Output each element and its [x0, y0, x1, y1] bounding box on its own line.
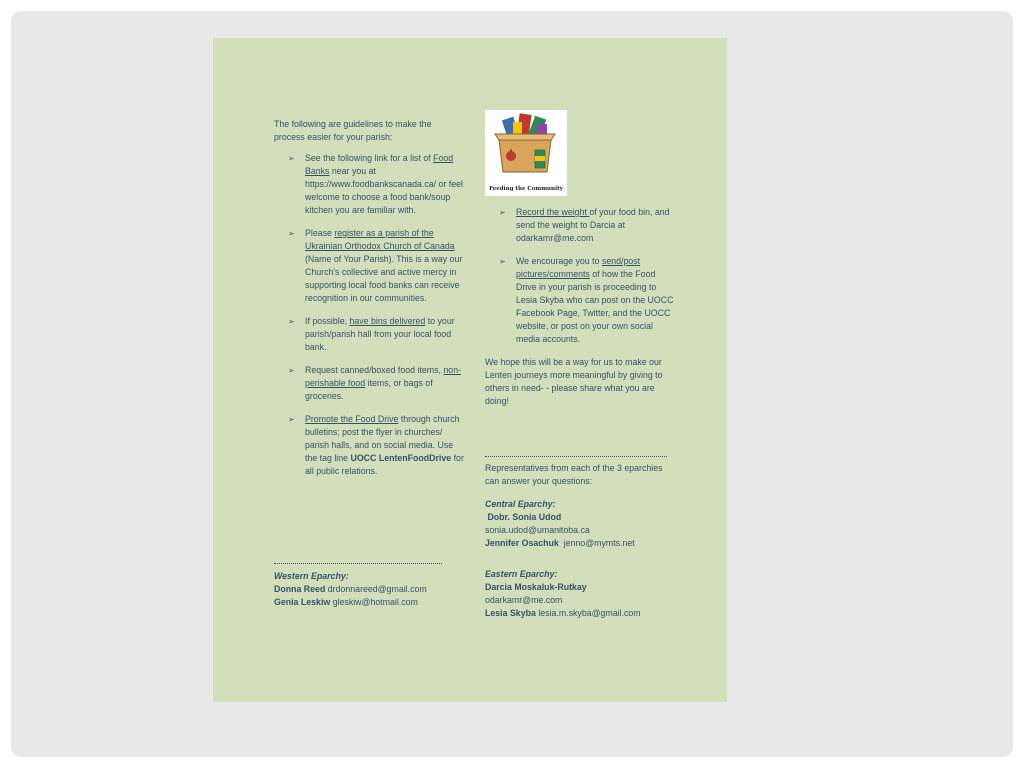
contact-line — [485, 524, 675, 537]
contact-email[interactable]: drdonnareed@gmail.com — [327, 584, 427, 594]
list-item — [274, 413, 464, 478]
right-divider — [485, 456, 667, 457]
arrow-bullet-icon: ➢ — [288, 366, 295, 375]
guidelines-list — [274, 152, 464, 478]
contact-name: Genia Leskiw — [274, 597, 331, 607]
contact-email[interactable]: odarkamr@me.com — [485, 595, 563, 605]
bullet-text: If possible, — [305, 316, 350, 326]
intro-text: The following are guidelines to make the process easier for your parish: — [274, 119, 432, 142]
representatives-block — [485, 462, 675, 550]
central-eparchy-title: Central Eparchy: — [485, 499, 556, 509]
left-divider — [274, 563, 442, 564]
contact-line — [485, 594, 685, 607]
bullet-text: Please — [305, 228, 335, 238]
contact-line — [485, 511, 675, 524]
contact-line — [485, 581, 685, 594]
bullet-text: Request canned/boxed food items, — [305, 365, 444, 375]
bullet-text: We encourage you to — [516, 256, 602, 266]
arrow-bullet-icon: ➢ — [499, 208, 506, 217]
left-column — [274, 118, 464, 488]
bullet-text: items, or bags of groceries. — [305, 378, 433, 401]
right-guidelines-list — [485, 206, 675, 346]
contact-line — [485, 537, 675, 550]
arrow-bullet-icon: ➢ — [499, 257, 506, 266]
document-page — [213, 38, 727, 702]
contact-email[interactable]: jenno@mymts.net — [563, 538, 635, 548]
arrow-bullet-icon: ➢ — [288, 317, 295, 326]
list-item — [485, 206, 675, 245]
contact-line — [274, 596, 474, 609]
eastern-eparchy-title: Eastern Eparchy: — [485, 569, 558, 579]
contact-name: Jennifer Osachuk — [485, 538, 559, 548]
bullet-text: See the following link for a list of — [305, 153, 431, 163]
list-item — [274, 227, 464, 305]
contact-name: Donna Reed — [274, 584, 326, 594]
right-column — [485, 110, 675, 418]
contact-name: Darcia Moskaluk-Rutkay — [485, 582, 587, 592]
record-weight-link[interactable]: Record the weight — [516, 207, 590, 217]
bullet-text: (Name of Your Parish). This is a way our Church's collective and active mercy in supporting local food banks can receive recognition in our communities. — [305, 254, 463, 303]
contact-name: Lesia Skyba — [485, 608, 536, 618]
western-eparchy-title: Western Eparchy: — [274, 571, 349, 581]
contact-email[interactable]: sonia.udod@umanitoba.ca — [485, 525, 590, 535]
contact-line — [274, 583, 474, 596]
contact-email[interactable]: gleskiw@hotmail.com — [332, 597, 418, 607]
western-eparchy-block — [274, 570, 474, 609]
arrow-bullet-icon: ➢ — [288, 154, 295, 163]
bullet-text: through church bulletins; post the flyer in churches/ parish halls, and on social media. Use the tag line — [305, 414, 460, 463]
contact-email[interactable]: lesia.m.skyba@gmail.com — [538, 608, 641, 618]
food-box-icon — [485, 110, 567, 180]
logo-caption: Feeding the Community — [489, 186, 563, 192]
bullet-text: of how the Food Drive in your parish is proceeding to Lesia Skyba who can post on the UOCC Facebook Page, Twitter, and the UOCC website, or post on your own social media accounts. — [516, 269, 674, 344]
list-item — [274, 364, 464, 403]
eastern-eparchy-block — [485, 568, 685, 620]
non-perishable-link[interactable]: non-perishable food — [305, 365, 462, 388]
list-item — [274, 152, 464, 217]
list-item — [274, 315, 464, 354]
tag-line: UOCC LentenFoodDrive — [350, 453, 452, 463]
bullet-text: to your parish/parish hall from your local food bank. — [305, 316, 455, 352]
closing-text: We hope this will be a way for us to make our Lenten journeys more meaningful by giving to others in need- - please share what you are doing! — [485, 357, 663, 406]
send-pictures-link[interactable]: send/post pictures/comments — [516, 256, 641, 279]
register-parish-link[interactable]: register as a parish of the Ukrainian Orthodox Church of Canada — [305, 228, 455, 251]
promote-food-drive-link[interactable]: Promote the Food Drive — [305, 414, 399, 424]
arrow-bullet-icon: ➢ — [288, 415, 295, 424]
arrow-bullet-icon: ➢ — [288, 229, 295, 238]
contact-name: Dobr. Sonia Udod — [487, 512, 562, 522]
bins-delivered-link[interactable]: have bins delivered — [349, 316, 426, 326]
representatives-intro: Representatives from each of the 3 eparchies can answer your questions: — [485, 463, 663, 486]
contact-line — [485, 607, 685, 620]
list-item — [485, 255, 675, 346]
bullet-text: for all public relations. — [305, 453, 464, 476]
food-banks-link[interactable]: Food Banks — [305, 153, 454, 176]
feeding-community-logo — [485, 110, 567, 196]
bullet-text: of your food bin, and send the weight to Darcia at odarkamr@me.com — [516, 207, 670, 243]
bullet-text: near you at https://www.foodbankscanada.ca/ or feel welcome to choose a food bank/soup kitchen you are familiar with. — [305, 166, 463, 215]
